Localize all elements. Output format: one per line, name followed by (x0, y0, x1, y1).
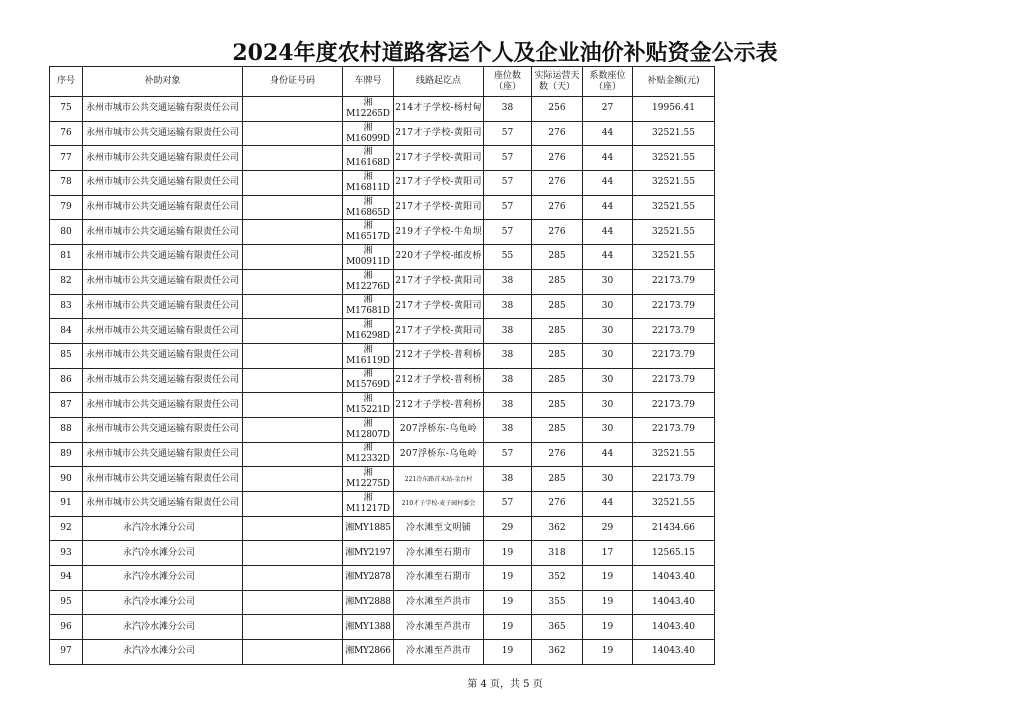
cell-plate: 湘M16811D (343, 171, 394, 196)
cell-index: 82 (50, 269, 83, 294)
cell-seats: 38 (484, 269, 532, 294)
cell-plate: 湘M12276D (343, 269, 394, 294)
cell-seats: 19 (484, 590, 532, 615)
cell-target: 永州市城市公共交通运输有限责任公司 (83, 442, 243, 467)
cell-seats: 38 (484, 319, 532, 344)
cell-amount: 22173.79 (633, 319, 715, 344)
cell-days: 276 (532, 220, 583, 245)
cell-amount: 14043.40 (633, 640, 715, 665)
cell-plate: 湘MY2866 (343, 640, 394, 665)
cell-amount: 12565.15 (633, 541, 715, 566)
table-row (50, 220, 715, 245)
cell-index: 94 (50, 566, 83, 591)
table-row (50, 97, 715, 122)
cell-index: 80 (50, 220, 83, 245)
table-row (50, 640, 715, 665)
cell-amount: 22173.79 (633, 417, 715, 442)
cell-plate: 湘M16298D (343, 319, 394, 344)
cell-plate: 湘M16517D (343, 220, 394, 245)
cell-amount: 32521.55 (633, 220, 715, 245)
cell-route: 217才子学校-黄阳司 (394, 294, 484, 319)
cell-plate: 湘M16099D (343, 121, 394, 146)
cell-id-number (243, 146, 343, 171)
cell-seats: 57 (484, 220, 532, 245)
cell-seats: 38 (484, 343, 532, 368)
cell-route: 207浮桥东-乌龟岭 (394, 417, 484, 442)
cell-days: 355 (532, 590, 583, 615)
cell-amount: 14043.40 (633, 566, 715, 591)
cell-target: 永州市城市公共交通运输有限责任公司 (83, 245, 243, 270)
cell-plate: 湘M12265D (343, 97, 394, 122)
cell-coef-seats: 44 (583, 195, 633, 220)
cell-days: 352 (532, 566, 583, 591)
table-row (50, 195, 715, 220)
cell-target: 永汽冷水滩分公司 (83, 566, 243, 591)
cell-target: 永州市城市公共交通运输有限责任公司 (83, 417, 243, 442)
cell-days: 256 (532, 97, 583, 122)
cell-plate: 湘MY2888 (343, 590, 394, 615)
page-title: 2024年度农村道路客运个人及企业油价补贴资金公示表 (232, 40, 778, 66)
cell-plate: 湘MY2197 (343, 541, 394, 566)
cell-days: 285 (532, 294, 583, 319)
cell-coef-seats: 44 (583, 146, 633, 171)
cell-id-number (243, 171, 343, 196)
cell-target: 永汽冷水滩分公司 (83, 541, 243, 566)
cell-route: 220才子学校-邮皮桥 (394, 245, 484, 270)
cell-route: 217才子学校-黄阳司 (394, 195, 484, 220)
cell-route: 217才子学校-黄阳司 (394, 171, 484, 196)
cell-seats: 57 (484, 195, 532, 220)
cell-amount: 22173.79 (633, 393, 715, 418)
cell-coef-seats: 30 (583, 368, 633, 393)
cell-plate: 湘M16119D (343, 343, 394, 368)
table-header-row (50, 67, 715, 97)
cell-coef-seats: 30 (583, 294, 633, 319)
cell-target: 永州市城市公共交通运输有限责任公司 (83, 146, 243, 171)
cell-coef-seats: 30 (583, 269, 633, 294)
page-footer: 第 4 页，共 5 页 (467, 679, 543, 690)
cell-target: 永汽冷水滩分公司 (83, 615, 243, 640)
cell-seats: 57 (484, 442, 532, 467)
cell-target: 永州市城市公共交通运输有限责任公司 (83, 393, 243, 418)
cell-coef-seats: 44 (583, 121, 633, 146)
cell-coef-seats: 30 (583, 393, 633, 418)
cell-plate: 湘M15221D (343, 393, 394, 418)
cell-days: 362 (532, 640, 583, 665)
cell-seats: 57 (484, 492, 532, 517)
cell-amount: 32521.55 (633, 121, 715, 146)
table-row (50, 442, 715, 467)
cell-coef-seats: 44 (583, 220, 633, 245)
table-row (50, 368, 715, 393)
cell-id-number (243, 220, 343, 245)
cell-seats: 19 (484, 640, 532, 665)
cell-seats: 19 (484, 541, 532, 566)
cell-target: 永汽冷水滩分公司 (83, 590, 243, 615)
cell-route: 212才子学校-普利桥 (394, 368, 484, 393)
cell-id-number (243, 640, 343, 665)
cell-index: 86 (50, 368, 83, 393)
cell-seats: 38 (484, 294, 532, 319)
cell-coef-seats: 44 (583, 245, 633, 270)
cell-route: 冷水滩至芦洪市 (394, 615, 484, 640)
cell-seats: 19 (484, 566, 532, 591)
cell-id-number (243, 492, 343, 517)
cell-amount: 21434.66 (633, 516, 715, 541)
cell-id-number (243, 566, 343, 591)
cell-id-number (243, 97, 343, 122)
cell-index: 97 (50, 640, 83, 665)
cell-id-number (243, 516, 343, 541)
cell-route: 冷水滩至芦洪市 (394, 590, 484, 615)
cell-days: 285 (532, 245, 583, 270)
cell-route: 221冷东路首末站-金台村 (394, 467, 484, 492)
cell-amount: 14043.40 (633, 615, 715, 640)
cell-route: 217才子学校-黄阳司 (394, 269, 484, 294)
cell-seats: 38 (484, 368, 532, 393)
col-header-route: 线路起讫点 (394, 67, 484, 97)
cell-coef-seats: 30 (583, 319, 633, 344)
cell-index: 84 (50, 319, 83, 344)
cell-coef-seats: 19 (583, 590, 633, 615)
cell-id-number (243, 245, 343, 270)
cell-coef-seats: 44 (583, 442, 633, 467)
cell-coef-seats: 27 (583, 97, 633, 122)
cell-id-number (243, 467, 343, 492)
cell-days: 276 (532, 121, 583, 146)
cell-seats: 38 (484, 467, 532, 492)
cell-amount: 19956.41 (633, 97, 715, 122)
cell-id-number (243, 343, 343, 368)
cell-seats: 38 (484, 417, 532, 442)
col-header-days: 实际运营天数（天） (532, 67, 583, 97)
cell-coef-seats: 19 (583, 640, 633, 665)
table-row (50, 146, 715, 171)
cell-amount: 32521.55 (633, 492, 715, 517)
cell-days: 276 (532, 146, 583, 171)
cell-seats: 29 (484, 516, 532, 541)
cell-days: 365 (532, 615, 583, 640)
cell-plate: 湘M12275D (343, 467, 394, 492)
cell-target: 永州市城市公共交通运输有限责任公司 (83, 294, 243, 319)
cell-amount: 32521.55 (633, 442, 715, 467)
cell-target: 永州市城市公共交通运输有限责任公司 (83, 121, 243, 146)
table-row (50, 417, 715, 442)
cell-target: 永汽冷水滩分公司 (83, 516, 243, 541)
cell-days: 276 (532, 442, 583, 467)
cell-route: 207浮桥东-乌龟岭 (394, 442, 484, 467)
cell-amount: 22173.79 (633, 294, 715, 319)
table-row (50, 245, 715, 270)
cell-amount: 32521.55 (633, 195, 715, 220)
cell-plate: 湘M16865D (343, 195, 394, 220)
cell-index: 79 (50, 195, 83, 220)
table-row (50, 319, 715, 344)
cell-index: 95 (50, 590, 83, 615)
table-row (50, 615, 715, 640)
cell-plate: 湘MY1388 (343, 615, 394, 640)
cell-target: 永州市城市公共交通运输有限责任公司 (83, 368, 243, 393)
cell-coef-seats: 44 (583, 171, 633, 196)
cell-route: 219才子学校-牛角坝 (394, 220, 484, 245)
cell-target: 永州市城市公共交通运输有限责任公司 (83, 343, 243, 368)
cell-plate: 湘M11217D (343, 492, 394, 517)
cell-index: 93 (50, 541, 83, 566)
cell-target: 永汽冷水滩分公司 (83, 640, 243, 665)
cell-amount: 32521.55 (633, 245, 715, 270)
cell-route: 212才子学校-普利桥 (394, 343, 484, 368)
cell-target: 永州市城市公共交通运输有限责任公司 (83, 319, 243, 344)
cell-route: 214才子学校-杨村甸 (394, 97, 484, 122)
cell-route: 210才子学校-麦子园村委会 (394, 492, 484, 517)
cell-id-number (243, 368, 343, 393)
subsidy-table (49, 66, 715, 665)
cell-days: 362 (532, 516, 583, 541)
cell-index: 76 (50, 121, 83, 146)
cell-days: 285 (532, 417, 583, 442)
cell-target: 永州市城市公共交通运输有限责任公司 (83, 467, 243, 492)
cell-plate: 湘M16168D (343, 146, 394, 171)
cell-days: 285 (532, 319, 583, 344)
table-row (50, 467, 715, 492)
cell-amount: 22173.79 (633, 343, 715, 368)
cell-id-number (243, 269, 343, 294)
cell-target: 永州市城市公共交通运输有限责任公司 (83, 269, 243, 294)
cell-days: 285 (532, 467, 583, 492)
cell-id-number (243, 417, 343, 442)
cell-seats: 19 (484, 615, 532, 640)
cell-route: 217才子学校-黄阳司 (394, 146, 484, 171)
table-row (50, 492, 715, 517)
cell-coef-seats: 30 (583, 467, 633, 492)
cell-route: 冷水滩至石期市 (394, 541, 484, 566)
cell-days: 285 (532, 343, 583, 368)
col-header-index: 序号 (50, 67, 83, 97)
cell-coef-seats: 30 (583, 343, 633, 368)
cell-index: 83 (50, 294, 83, 319)
cell-route: 冷水滩至石期市 (394, 566, 484, 591)
cell-coef-seats: 29 (583, 516, 633, 541)
cell-id-number (243, 294, 343, 319)
cell-id-number (243, 195, 343, 220)
cell-amount: 22173.79 (633, 368, 715, 393)
cell-seats: 57 (484, 171, 532, 196)
cell-days: 318 (532, 541, 583, 566)
table-row (50, 541, 715, 566)
cell-coef-seats: 17 (583, 541, 633, 566)
col-header-plate: 车牌号 (343, 67, 394, 97)
cell-index: 75 (50, 97, 83, 122)
table-row (50, 269, 715, 294)
cell-coef-seats: 44 (583, 492, 633, 517)
cell-amount: 32521.55 (633, 171, 715, 196)
col-header-amount: 补贴金额(元) (633, 67, 715, 97)
cell-id-number (243, 590, 343, 615)
cell-route: 冷水滩至芦洪市 (394, 640, 484, 665)
cell-index: 90 (50, 467, 83, 492)
cell-amount: 22173.79 (633, 467, 715, 492)
col-header-seats: 座位数（座） (484, 67, 532, 97)
cell-plate: 湘MY2878 (343, 566, 394, 591)
cell-seats: 55 (484, 245, 532, 270)
cell-index: 77 (50, 146, 83, 171)
cell-seats: 57 (484, 121, 532, 146)
cell-amount: 22173.79 (633, 269, 715, 294)
cell-seats: 38 (484, 393, 532, 418)
cell-days: 276 (532, 492, 583, 517)
cell-index: 89 (50, 442, 83, 467)
cell-amount: 32521.55 (633, 146, 715, 171)
col-header-coef-seats: 系数座位（座） (583, 67, 633, 97)
cell-target: 永州市城市公共交通运输有限责任公司 (83, 195, 243, 220)
cell-id-number (243, 121, 343, 146)
table-row (50, 516, 715, 541)
cell-target: 永州市城市公共交通运输有限责任公司 (83, 171, 243, 196)
cell-coef-seats: 19 (583, 566, 633, 591)
cell-plate: 湘M12807D (343, 417, 394, 442)
cell-target: 永州市城市公共交通运输有限责任公司 (83, 492, 243, 517)
cell-plate: 湘MY1885 (343, 516, 394, 541)
cell-amount: 14043.40 (633, 590, 715, 615)
cell-route: 217才子学校-黄阳司 (394, 319, 484, 344)
cell-index: 78 (50, 171, 83, 196)
cell-coef-seats: 19 (583, 615, 633, 640)
table-row (50, 393, 715, 418)
cell-index: 91 (50, 492, 83, 517)
cell-index: 92 (50, 516, 83, 541)
table-row (50, 343, 715, 368)
table-row (50, 566, 715, 591)
cell-days: 285 (532, 393, 583, 418)
cell-target: 永州市城市公共交通运输有限责任公司 (83, 220, 243, 245)
cell-days: 285 (532, 368, 583, 393)
cell-days: 276 (532, 171, 583, 196)
cell-plate: 湘M15769D (343, 368, 394, 393)
table-row (50, 294, 715, 319)
cell-index: 87 (50, 393, 83, 418)
cell-days: 285 (532, 269, 583, 294)
cell-id-number (243, 319, 343, 344)
table-row (50, 121, 715, 146)
cell-seats: 38 (484, 97, 532, 122)
cell-route: 212才子学校-普利桥 (394, 393, 484, 418)
cell-id-number (243, 541, 343, 566)
cell-coef-seats: 30 (583, 417, 633, 442)
cell-route: 217才子学校-黄阳司 (394, 121, 484, 146)
cell-index: 85 (50, 343, 83, 368)
cell-index: 81 (50, 245, 83, 270)
cell-seats: 57 (484, 146, 532, 171)
cell-index: 88 (50, 417, 83, 442)
cell-id-number (243, 393, 343, 418)
table-row (50, 590, 715, 615)
cell-id-number (243, 442, 343, 467)
cell-target: 永州市城市公共交通运输有限责任公司 (83, 97, 243, 122)
cell-index: 96 (50, 615, 83, 640)
col-header-id-number: 身份证号码 (243, 67, 343, 97)
cell-days: 276 (532, 195, 583, 220)
col-header-target: 补助对象 (83, 67, 243, 97)
table-row (50, 171, 715, 196)
cell-route: 冷水滩至文明铺 (394, 516, 484, 541)
cell-id-number (243, 615, 343, 640)
cell-plate: 湘M17681D (343, 294, 394, 319)
cell-plate: 湘M00911D (343, 245, 394, 270)
cell-plate: 湘M12332D (343, 442, 394, 467)
